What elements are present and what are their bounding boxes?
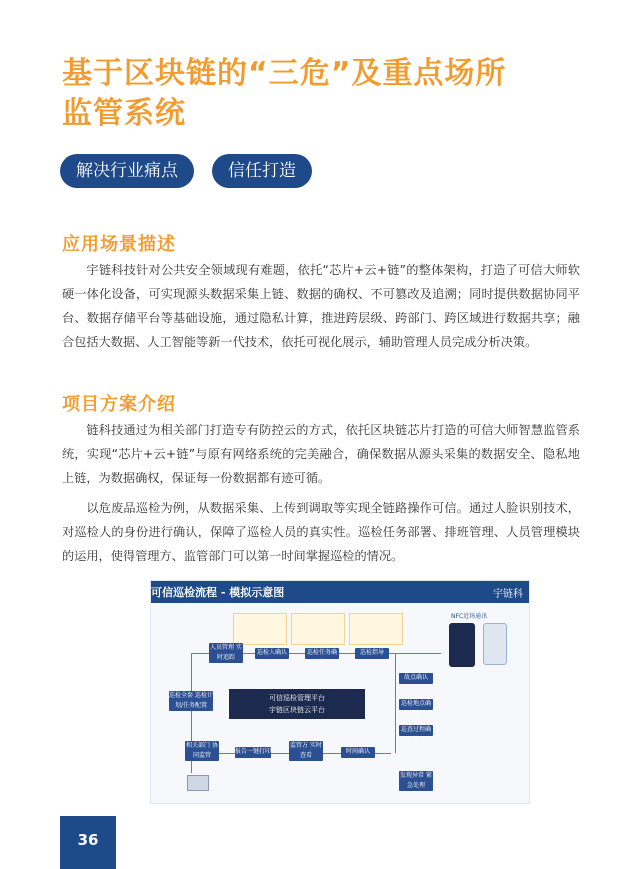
diagram-box: 时间确认 bbox=[341, 747, 375, 758]
tag-pain-points: 解决行业痛点 bbox=[60, 154, 194, 188]
device-icon bbox=[449, 623, 475, 667]
diagram-box: 相关部门 协同监管 bbox=[186, 742, 218, 759]
platform-box bbox=[229, 689, 365, 719]
page-number: 36 bbox=[60, 816, 116, 869]
tag-trust: 信任打造 bbox=[212, 154, 312, 188]
solution-paragraph-1: 链科技通过为相关部门打造专有防控云的方式，依托区块链芯片打造的可信大师智慧监管系统，实现“芯片+云+链”与原有网络系统的完美融合，确保数据从源头采集的数据安全、隐私地上链，为数据确权，保证每一份数据都有迹可循。 bbox=[62, 423, 580, 485]
phone-icon bbox=[483, 623, 507, 665]
scenario-paragraph: 宇链科技针对公共安全领域现有难题，依托“芯片+云+链”的整体架构，打造了可信大师软硬一体化设备，可实现源头数据采集上链、数据的确权、不可篡改及追溯；同时提供数据协同平台、数据存储平台等基础设施，通过隐私计算，推进跨层级、跨部门、跨区域进行数据共享；融合包括大数据、人工智能等新一代技术，依托可视化展示，辅助管理人员完成分析决策。 bbox=[62, 263, 580, 349]
diagram-note bbox=[291, 613, 345, 645]
diagram-box: 巡检全套 巡检计划/任务配置 bbox=[169, 692, 213, 709]
diagram-box: 巡检地点确认 bbox=[400, 700, 431, 717]
diagram-title: 可信巡检流程 - 模拟示意图 bbox=[151, 586, 285, 599]
diagram-brand: 宇链科 bbox=[493, 589, 523, 600]
diagram-note bbox=[233, 613, 287, 645]
diagram-box: 发现异常 紧急处理 bbox=[400, 772, 432, 789]
inspection-flow-diagram bbox=[150, 580, 530, 804]
title-line-2: 监管系统 bbox=[62, 96, 186, 131]
diagram-box: 巡检人确认 bbox=[255, 648, 289, 659]
page-title bbox=[62, 54, 602, 134]
title-line-1: 基于区块链的“三危”及重点场所 bbox=[62, 56, 507, 91]
diagram-note bbox=[349, 613, 403, 645]
section-heading-scenario: 应用场景描述 bbox=[62, 234, 176, 255]
diagram-box: 巡查过程确认 bbox=[400, 726, 431, 743]
platform-title: 可信巡检管理平台 bbox=[269, 694, 325, 702]
solution-paragraph-2: 以危废品巡检为例，从数据采集、上传到调取等实现全链路操作可信。通过人脸识别技术，对巡检人的身份进行确认，保障了巡检人员的真实性。巡检任务部署、排班管理、人员管理模块的运用，使得管理方、监管部门可以第一时间掌握巡检的情况。 bbox=[62, 501, 580, 563]
diagram-box: 巡检任务确认 bbox=[306, 649, 337, 666]
diagram-box: 人员管理 实时追踪 bbox=[210, 644, 242, 661]
platform-subtitle: 宇链区块链云平台 bbox=[269, 706, 325, 714]
section-heading-solution: 项目方案介绍 bbox=[62, 394, 176, 415]
nfc-label: NFC近场通讯 bbox=[451, 613, 488, 620]
diagram-box: 故点确认 bbox=[399, 673, 433, 684]
monitor-icon bbox=[187, 775, 209, 791]
tag-group bbox=[60, 154, 312, 188]
diagram-box: 监管方 实时查看 bbox=[290, 742, 322, 759]
flow-line bbox=[395, 653, 396, 753]
diagram-box: 巡检指导 bbox=[355, 648, 389, 659]
diagram-box: 报告一键打印 bbox=[235, 747, 271, 758]
